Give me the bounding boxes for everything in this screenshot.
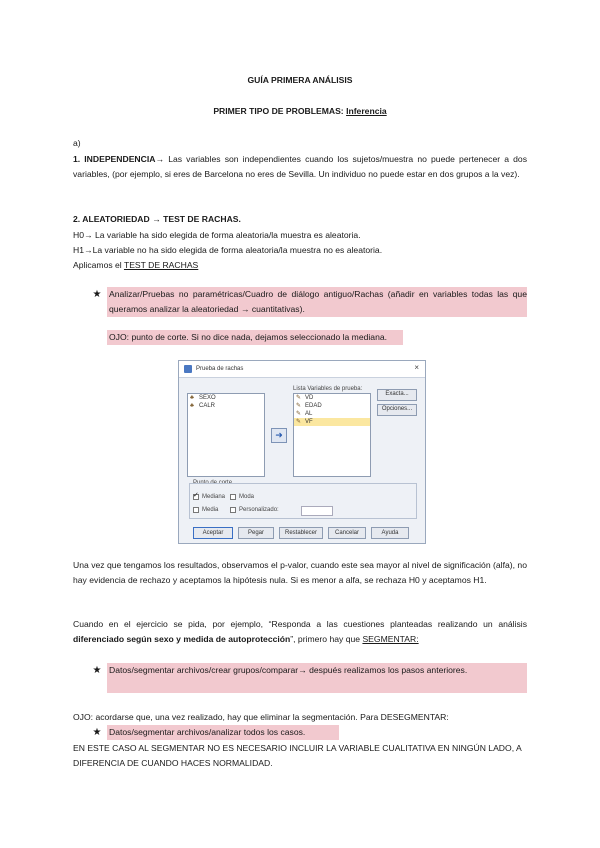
bullet3-text: Datos/segmentar archivos/analizar todos los casos. [109, 727, 306, 737]
paragraph-segmentar [73, 617, 527, 647]
nominal-variable-icon: ♣ [190, 395, 194, 401]
paragraph-pvalue: Una vez que tengamos los resultados, observamos el p-valor, cuando este sea mayor al nivel de significación (alfa), no hay evidencia de rechazo y aceptamos la hipótesis nula. Si es menor a alfa, se rechaza H0 y aceptamos H1. [73, 560, 527, 585]
test-variables-label: Lista Variables de prueba: [293, 386, 363, 392]
mode-checkbox[interactable] [230, 494, 236, 500]
segmentar-start: Cuando en el ejercicio se pida, por ejemplo, “Responda a las cuestiones planteadas realizando un análisis [73, 619, 527, 629]
list-item[interactable]: ♣ SEXO [190, 395, 216, 401]
close-icon[interactable]: × [414, 363, 419, 372]
median-checkbox[interactable] [193, 494, 199, 500]
nominal-variable-icon: ♣ [190, 403, 194, 409]
test-rachas-link[interactable]: TEST DE RACHAS [123, 260, 199, 270]
mean-checkbox[interactable] [193, 507, 199, 513]
mode-label: Moda [239, 494, 255, 500]
h0-line: H0→ La variable ha sido elegida de forma aleatoria/la muestra es aleatoria. [73, 230, 361, 240]
help-button[interactable]: Ayuda [371, 527, 409, 539]
options-button[interactable]: Opciones... [377, 404, 417, 416]
move-variable-button[interactable]: ➜ [271, 428, 287, 443]
star-bullet-icon: ★ [92, 289, 102, 300]
ojo2-text: OJO: acordarse que, una vez realizado, hay que eliminar la segmentación. Para DESEGMENTAR: [73, 712, 449, 722]
dialog-titlebar [179, 361, 425, 378]
dialog-button-bar [179, 523, 425, 543]
rachas-dialog [178, 360, 426, 544]
custom-checkbox[interactable] [230, 507, 236, 513]
final-note: EN ESTE CASO AL SEGMENTAR NO ES NECESARIO INCLUIR LA VARIABLE CUALITATIVA EN NINGÚN LADO, A DIFERENCIA DE CUANDO HACES NORMALIDAD. [73, 743, 522, 768]
cancel-button[interactable]: Cancelar [328, 527, 366, 539]
test-variable-list[interactable] [293, 393, 371, 477]
scale-variable-icon: ✎ [296, 419, 302, 425]
custom-value-input[interactable] [301, 506, 333, 516]
segmentar-link[interactable]: SEGMENTAR: [362, 634, 419, 644]
bullet1-text: Analizar/Pruebas no paramétricas/Cuadro de diálogo antiguo/Rachas (añadir en variables todas las que queramos analizar la aleatoriedad → cuantitativas). [109, 289, 527, 314]
subtitle-link[interactable]: Inferencia [346, 106, 387, 116]
bullet2-text: Datos/segmentar archivos/crear grupos/comparar→ después realizamos los pasos anteriores. [109, 665, 468, 675]
independencia-text: Las variables son independientes cuando los sujetos/muestra no puede pertenecer a dos variables, (por ejemplo, si eres de Barcelona no eres de Sevilla. Un individuo no puede estar en dos grupos a la vez). [73, 154, 528, 179]
reset-button[interactable]: Restablecer [279, 527, 323, 539]
source-variable-list[interactable] [187, 393, 265, 477]
h1-line: H1→La variable no ha sido elegida de forma aleatoria/la muestra no es aleatoria. [73, 245, 383, 255]
list-item[interactable]: ✎ VD [296, 395, 314, 401]
independencia-heading: 1. INDEPENDENCIA→ [73, 154, 165, 164]
paragraph-independencia [73, 152, 527, 182]
paste-button[interactable]: Pegar [238, 527, 274, 539]
segmentar-end: ”, primero hay que [290, 634, 361, 644]
aleatoriedad-heading: 2. ALEATORIEDAD → TEST DE RACHAS. [73, 214, 241, 224]
list-item[interactable]: ✎ AL [296, 411, 313, 417]
mean-label: Media [202, 507, 219, 513]
section-a-label: a) [73, 138, 81, 148]
exact-button[interactable]: Exacta... [377, 389, 417, 401]
apply-line [73, 258, 527, 273]
list-item[interactable]: ✎ VF [294, 418, 370, 426]
star-bullet-icon: ★ [92, 727, 102, 738]
apply-prefix: Aplicamos el [73, 260, 122, 270]
list-item[interactable]: ♣ CALR [190, 403, 216, 409]
scale-variable-icon: ✎ [296, 395, 302, 401]
custom-label: Personalizado: [239, 507, 279, 513]
doc-subtitle [0, 104, 600, 119]
dialog-title: Prueba de rachas [196, 366, 244, 372]
star-bullet-icon: ★ [92, 665, 102, 676]
segmentar-bold: diferenciado según sexo y medida de autoprotección [73, 634, 291, 644]
ojo1-text: OJO: punto de corte. Si no dice nada, dejamos seleccionado la mediana. [109, 332, 388, 342]
median-label: Mediana [202, 494, 226, 500]
subtitle-prefix: PRIMER TIPO DE PROBLEMAS: [213, 106, 344, 116]
list-item[interactable]: ✎ EDAD [296, 403, 322, 409]
cut-point-label: Punto de corte [193, 480, 233, 486]
doc-title: GUÍA PRIMERA ANÁLISIS [247, 75, 353, 85]
spss-app-icon [184, 365, 192, 373]
scale-variable-icon: ✎ [296, 411, 302, 417]
scale-variable-icon: ✎ [296, 403, 302, 409]
accept-button[interactable]: Aceptar [193, 527, 233, 539]
